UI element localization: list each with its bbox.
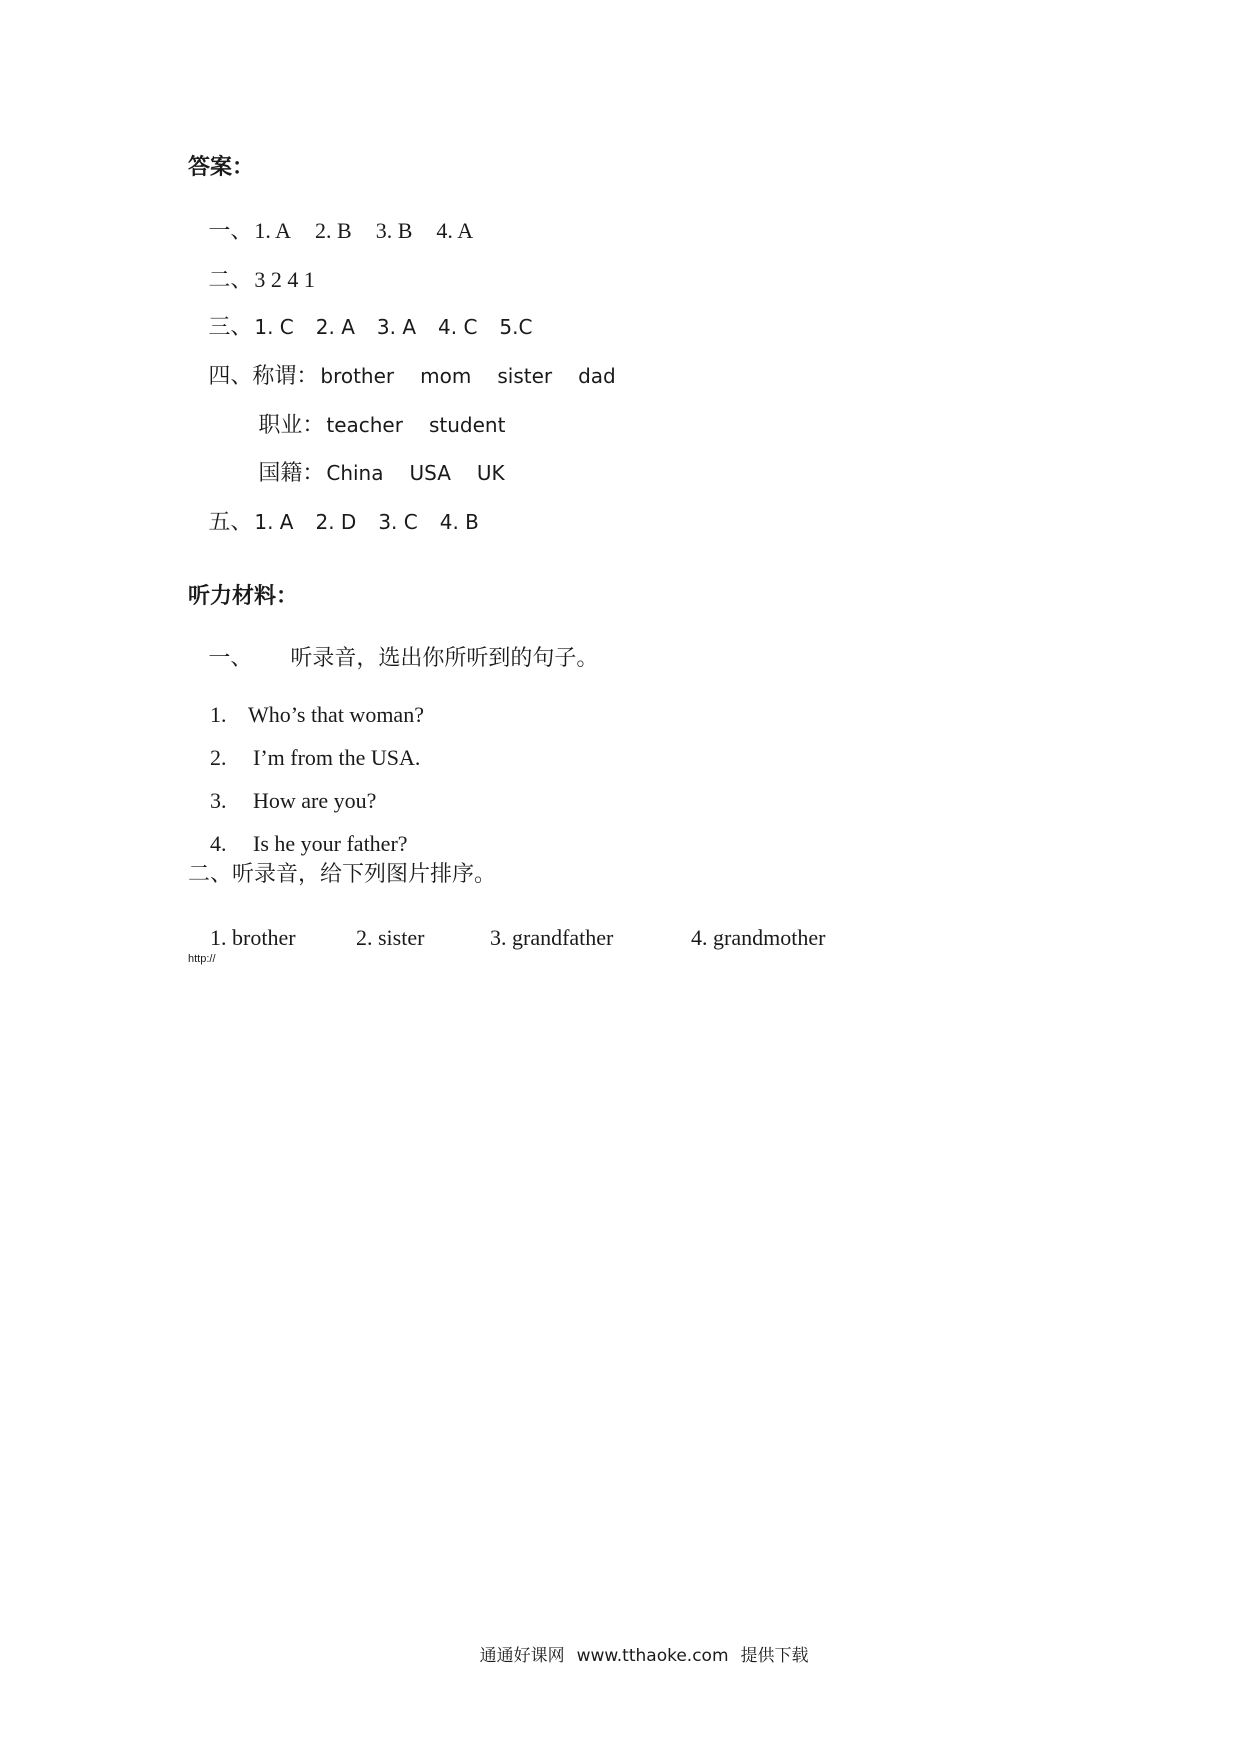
answer-q4-word: dad: [578, 364, 616, 388]
answer-q5-prefix: 五、: [208, 510, 253, 535]
answer-q3-item: 5.C: [499, 315, 533, 339]
answer-q2-text: 3 2 4 1: [254, 267, 315, 292]
page-footer: [458, 1631, 809, 1682]
answer-q1-item: 2. B: [315, 218, 352, 243]
answer-q5-item: 1. A: [254, 510, 294, 534]
listening-part1-instruction: [188, 632, 598, 686]
answer-q3-item: 2. A: [315, 315, 355, 339]
footer-site-name: 通通好课网: [479, 1646, 565, 1666]
listening-part1-text: 听录音，选出你所听到的句子。: [290, 646, 599, 671]
answer-q4-nationality: [238, 447, 505, 501]
answer-q4-job-label: 职业：: [258, 413, 325, 438]
answer-q4-prefix: 四、: [208, 364, 253, 389]
sentence-number: 3.: [210, 788, 227, 813]
answer-q4-word: teacher: [326, 413, 403, 437]
answer-q4-word: China: [326, 461, 384, 485]
answer-q1-item: 1. A: [254, 218, 292, 243]
listening-heading: 听力材料：: [188, 584, 299, 609]
answer-q4-word: brother: [320, 364, 395, 388]
answer-q1-item: 4. A: [436, 218, 474, 243]
ordering-item: 3. grandfather: [490, 925, 614, 950]
sentence-number: 1.: [210, 702, 227, 727]
answer-q5: [188, 496, 479, 550]
answer-q5-item: 2. D: [315, 510, 357, 534]
answer-q3-item: 4. C: [438, 315, 478, 339]
sentence-text: Is he your father?: [253, 831, 408, 856]
sentence-text: How are you?: [253, 788, 377, 813]
listening-part2-instruction: 二、听录音，给下列图片排序。: [188, 862, 497, 887]
answer-q4-kinship-label: 称谓：: [252, 364, 319, 389]
footer-suffix: 提供下载: [740, 1646, 809, 1666]
answer-q4-word: UK: [476, 461, 505, 485]
ordering-item: 4. grandmother: [691, 925, 826, 950]
answer-q4-job: [238, 399, 505, 453]
answers-heading: 答案：: [188, 155, 255, 180]
sentence-text: I’m from the USA.: [253, 745, 421, 770]
answer-q5-item: 3. C: [378, 510, 418, 534]
answer-q3-item: 3. A: [376, 315, 417, 339]
answer-q3: [188, 301, 532, 355]
answer-q1-item: 3. B: [375, 218, 413, 243]
url-fragment: http://: [188, 953, 216, 965]
answer-q1: [188, 204, 473, 259]
sentence-text: Who’s that woman?: [248, 702, 424, 727]
answer-q3-item: 1. C: [254, 315, 294, 339]
answer-q4-kinship: [188, 350, 616, 404]
ordering-item: 2. sister: [356, 925, 425, 950]
answer-q4-word: USA: [409, 461, 451, 485]
footer-url: www.tthaoke.com: [576, 1646, 729, 1666]
answer-q4-word: mom: [420, 364, 472, 388]
answer-q5-item: 4. B: [439, 510, 479, 534]
sentence-number: 4.: [210, 831, 227, 856]
answer-q4-nationality-label: 国籍：: [258, 461, 325, 486]
answer-q1-prefix: 一、: [208, 219, 253, 244]
sentence-number: 2.: [210, 745, 227, 770]
answer-q4-word: sister: [497, 364, 553, 388]
answer-q3-prefix: 三、: [208, 315, 253, 340]
listening-part2-items: [188, 905, 825, 971]
ordering-item: 1. brother: [210, 925, 296, 950]
listening-part1-prefix: 一、: [208, 646, 253, 671]
answer-q4-word: student: [428, 413, 506, 437]
answer-q2: [188, 253, 315, 308]
answer-q2-prefix: 二、: [208, 268, 253, 293]
